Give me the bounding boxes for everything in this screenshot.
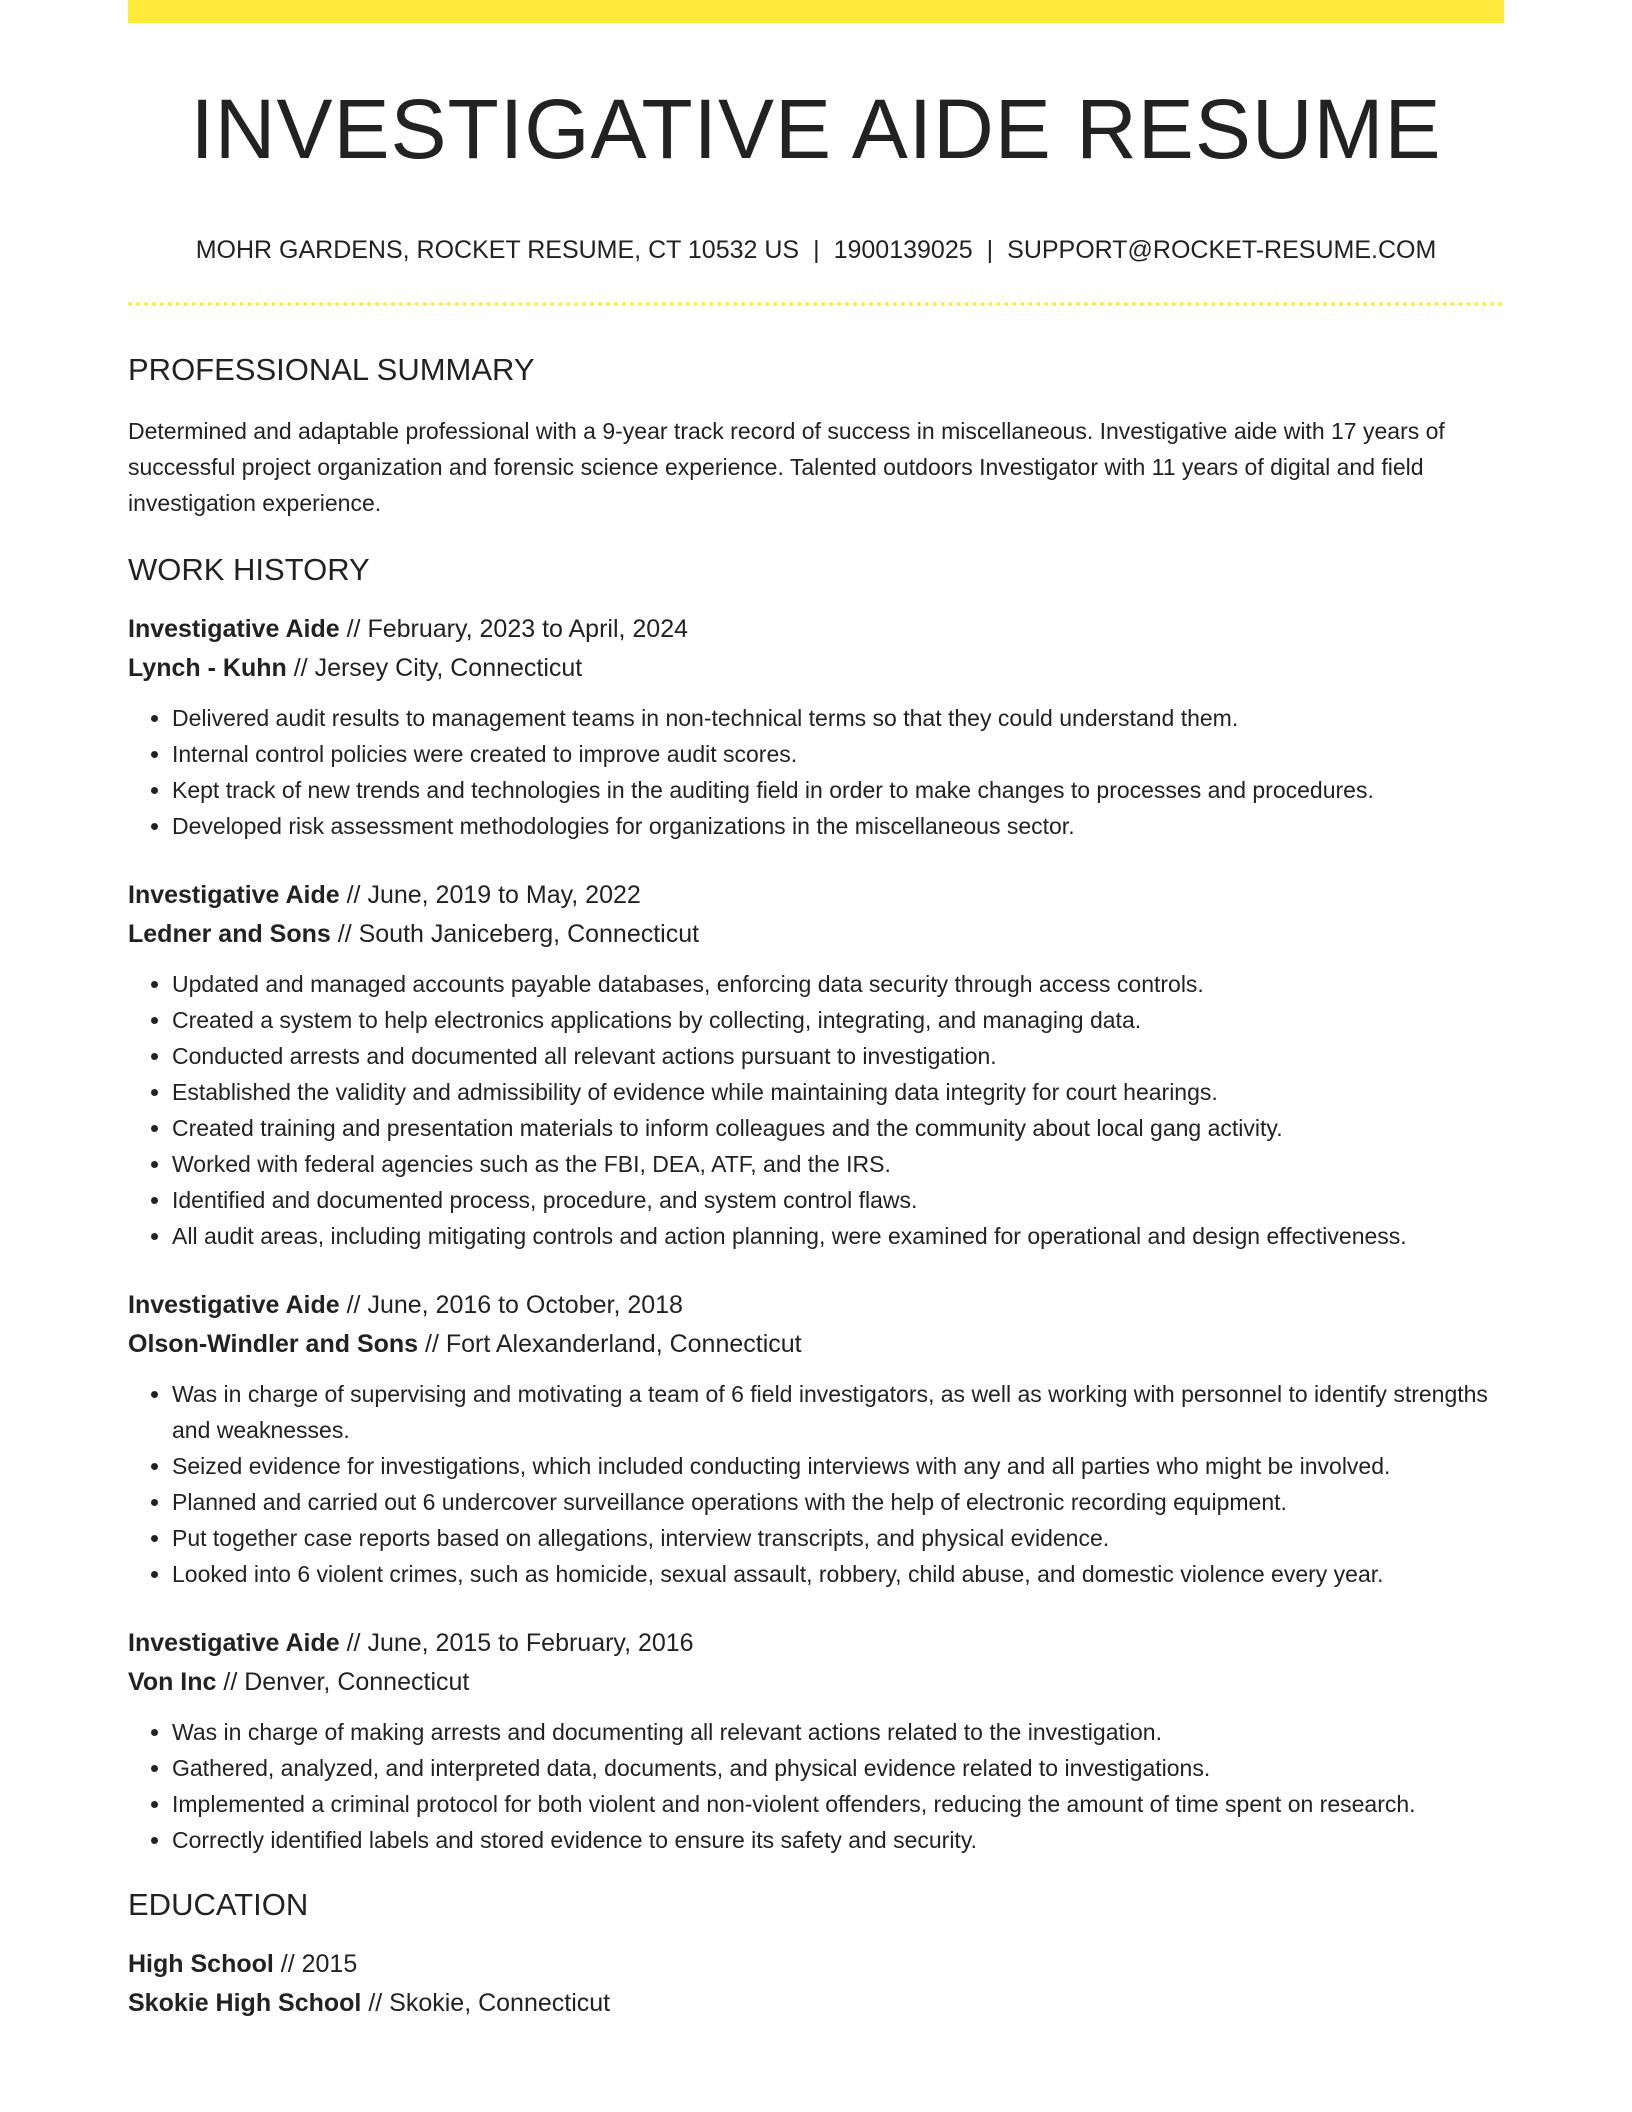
job-bullet: • Gathered, analyzed, and interpreted data, documents, and physical evidence related to investigations. xyxy=(172,1750,1504,1786)
job-title-line xyxy=(128,610,1504,649)
job-dates: // February, 2023 to April, 2024 xyxy=(339,614,689,643)
job-dates: // June, 2016 to October, 2018 xyxy=(339,1290,683,1319)
job-bullet: • Correctly identified labels and stored evidence to ensure its safety and security. xyxy=(172,1822,1504,1858)
job-bullet: • Developed risk assessment methodologies for organizations in the miscellaneous sector. xyxy=(172,808,1504,844)
job-bullet-list xyxy=(128,700,1504,844)
job-bullet: • Worked with federal agencies such as the FBI, DEA, ATF, and the IRS. xyxy=(172,1146,1504,1182)
job-dates: // June, 2015 to February, 2016 xyxy=(339,1628,694,1657)
job-bullet: • All audit areas, including mitigating controls and action planning, were examined for operational and design effectiveness. xyxy=(172,1218,1504,1254)
job-bullet: • Kept track of new trends and technologies in the auditing field in order to make changes to processes and procedures. xyxy=(172,772,1504,808)
job-dates: // June, 2019 to May, 2022 xyxy=(339,880,641,909)
education-year: // 2015 xyxy=(273,1949,358,1978)
contact-line xyxy=(128,235,1504,265)
job-entry xyxy=(128,1286,1504,1592)
job-location: // Jersey City, Connecticut xyxy=(286,653,583,682)
job-bullet: • Put together case reports based on allegations, interview transcripts, and physical evidence. xyxy=(172,1520,1504,1556)
education-degree-line xyxy=(128,1945,1504,1984)
job-title: Investigative Aide xyxy=(128,1290,340,1319)
job-company: Lynch - Kuhn xyxy=(128,653,287,682)
job-bullet: • Implemented a criminal protocol for both violent and non-violent offenders, reducing the amount of time spent on research. xyxy=(172,1786,1504,1822)
job-bullet-list xyxy=(128,1714,1504,1858)
job-entry xyxy=(128,876,1504,1254)
job-bullet-list xyxy=(128,966,1504,1254)
education-entry xyxy=(128,1945,1504,2023)
contact-address: MOHR GARDENS, ROCKET RESUME, CT 10532 US xyxy=(195,236,800,265)
job-bullet: • Created training and presentation materials to inform colleagues and the community about local gang activity. xyxy=(172,1110,1504,1146)
summary-heading: PROFESSIONAL SUMMARY xyxy=(128,352,535,388)
resume-page xyxy=(128,0,1504,2023)
job-bullet: • Identified and documented process, procedure, and system control flaws. xyxy=(172,1182,1504,1218)
job-title-line xyxy=(128,876,1504,915)
job-bullet: • Looked into 6 violent crimes, such as homicide, sexual assault, robbery, child abuse, and domestic violence every year. xyxy=(172,1556,1504,1592)
job-company: Olson-Windler and Sons xyxy=(128,1329,419,1358)
dotted-divider xyxy=(128,302,1504,306)
education-school-line xyxy=(128,1984,1504,2023)
job-title-line xyxy=(128,1286,1504,1325)
contact-email: SUPPORT@ROCKET-RESUME.COM xyxy=(1007,236,1437,265)
contact-separator: | xyxy=(986,236,994,265)
contact-phone: 1900139025 xyxy=(833,236,973,265)
job-title: Investigative Aide xyxy=(128,614,340,643)
job-bullet: • Was in charge of making arrests and documenting all relevant actions related to the investigation. xyxy=(172,1714,1504,1750)
contact-separator: | xyxy=(813,236,820,265)
job-bullet: • Created a system to help electronics applications by collecting, integrating, and managing data. xyxy=(172,1002,1504,1038)
job-bullet: • Seized evidence for investigations, which included conducting interviews with any and all parties who might be involved. xyxy=(172,1448,1504,1484)
education-heading: EDUCATION xyxy=(128,1886,309,1922)
job-title: Investigative Aide xyxy=(128,880,340,909)
job-company-line xyxy=(128,1663,1504,1702)
education-location: // Skokie, Connecticut xyxy=(361,1988,611,2017)
job-title: Investigative Aide xyxy=(128,1628,340,1657)
top-accent-bar xyxy=(128,0,1504,23)
job-location: // South Janiceberg, Connecticut xyxy=(330,919,700,948)
job-company-line xyxy=(128,915,1504,954)
work-history-heading: WORK HISTORY xyxy=(128,551,370,587)
job-bullet: • Conducted arrests and documented all relevant actions pursuant to investigation. xyxy=(172,1038,1504,1074)
job-bullet: • Delivered audit results to management teams in non-technical terms so that they could understand them. xyxy=(172,700,1504,736)
job-entry xyxy=(128,1624,1504,1858)
job-bullet-list xyxy=(128,1376,1504,1592)
job-location: // Denver, Connecticut xyxy=(216,1667,470,1696)
job-location: // Fort Alexanderland, Connecticut xyxy=(418,1329,802,1358)
summary-text: Determined and adaptable professional with a 9-year track record of success in miscellaneous. Investigative aide with 17 years of successful project organization and forensic science experience. Talented outdoors Investigator with 11 years of digital and field investigation experience. xyxy=(128,417,1445,516)
job-title-line xyxy=(128,1624,1504,1663)
job-bullet: • Established the validity and admissibility of evidence while maintaining data integrity for court hearings. xyxy=(172,1074,1504,1110)
resume-title: INVESTIGATIVE AIDE RESUME xyxy=(190,82,1442,176)
job-company: Ledner and Sons xyxy=(128,919,331,948)
job-company-line xyxy=(128,1325,1504,1364)
education-school: Skokie High School xyxy=(128,1988,362,2017)
job-bullet: • Internal control policies were created to improve audit scores. xyxy=(172,736,1504,772)
job-bullet: • Was in charge of supervising and motivating a team of 6 field investigators, as well as working with personnel to identify strengths and weaknesses. xyxy=(172,1376,1504,1448)
job-company: Von Inc xyxy=(128,1667,217,1696)
job-entry xyxy=(128,610,1504,844)
job-bullet: • Updated and managed accounts payable databases, enforcing data security through access controls. xyxy=(172,966,1504,1002)
job-company-line xyxy=(128,649,1504,688)
education-degree: High School xyxy=(128,1949,274,1978)
job-bullet: • Planned and carried out 6 undercover surveillance operations with the help of electronic recording equipment. xyxy=(172,1484,1504,1520)
